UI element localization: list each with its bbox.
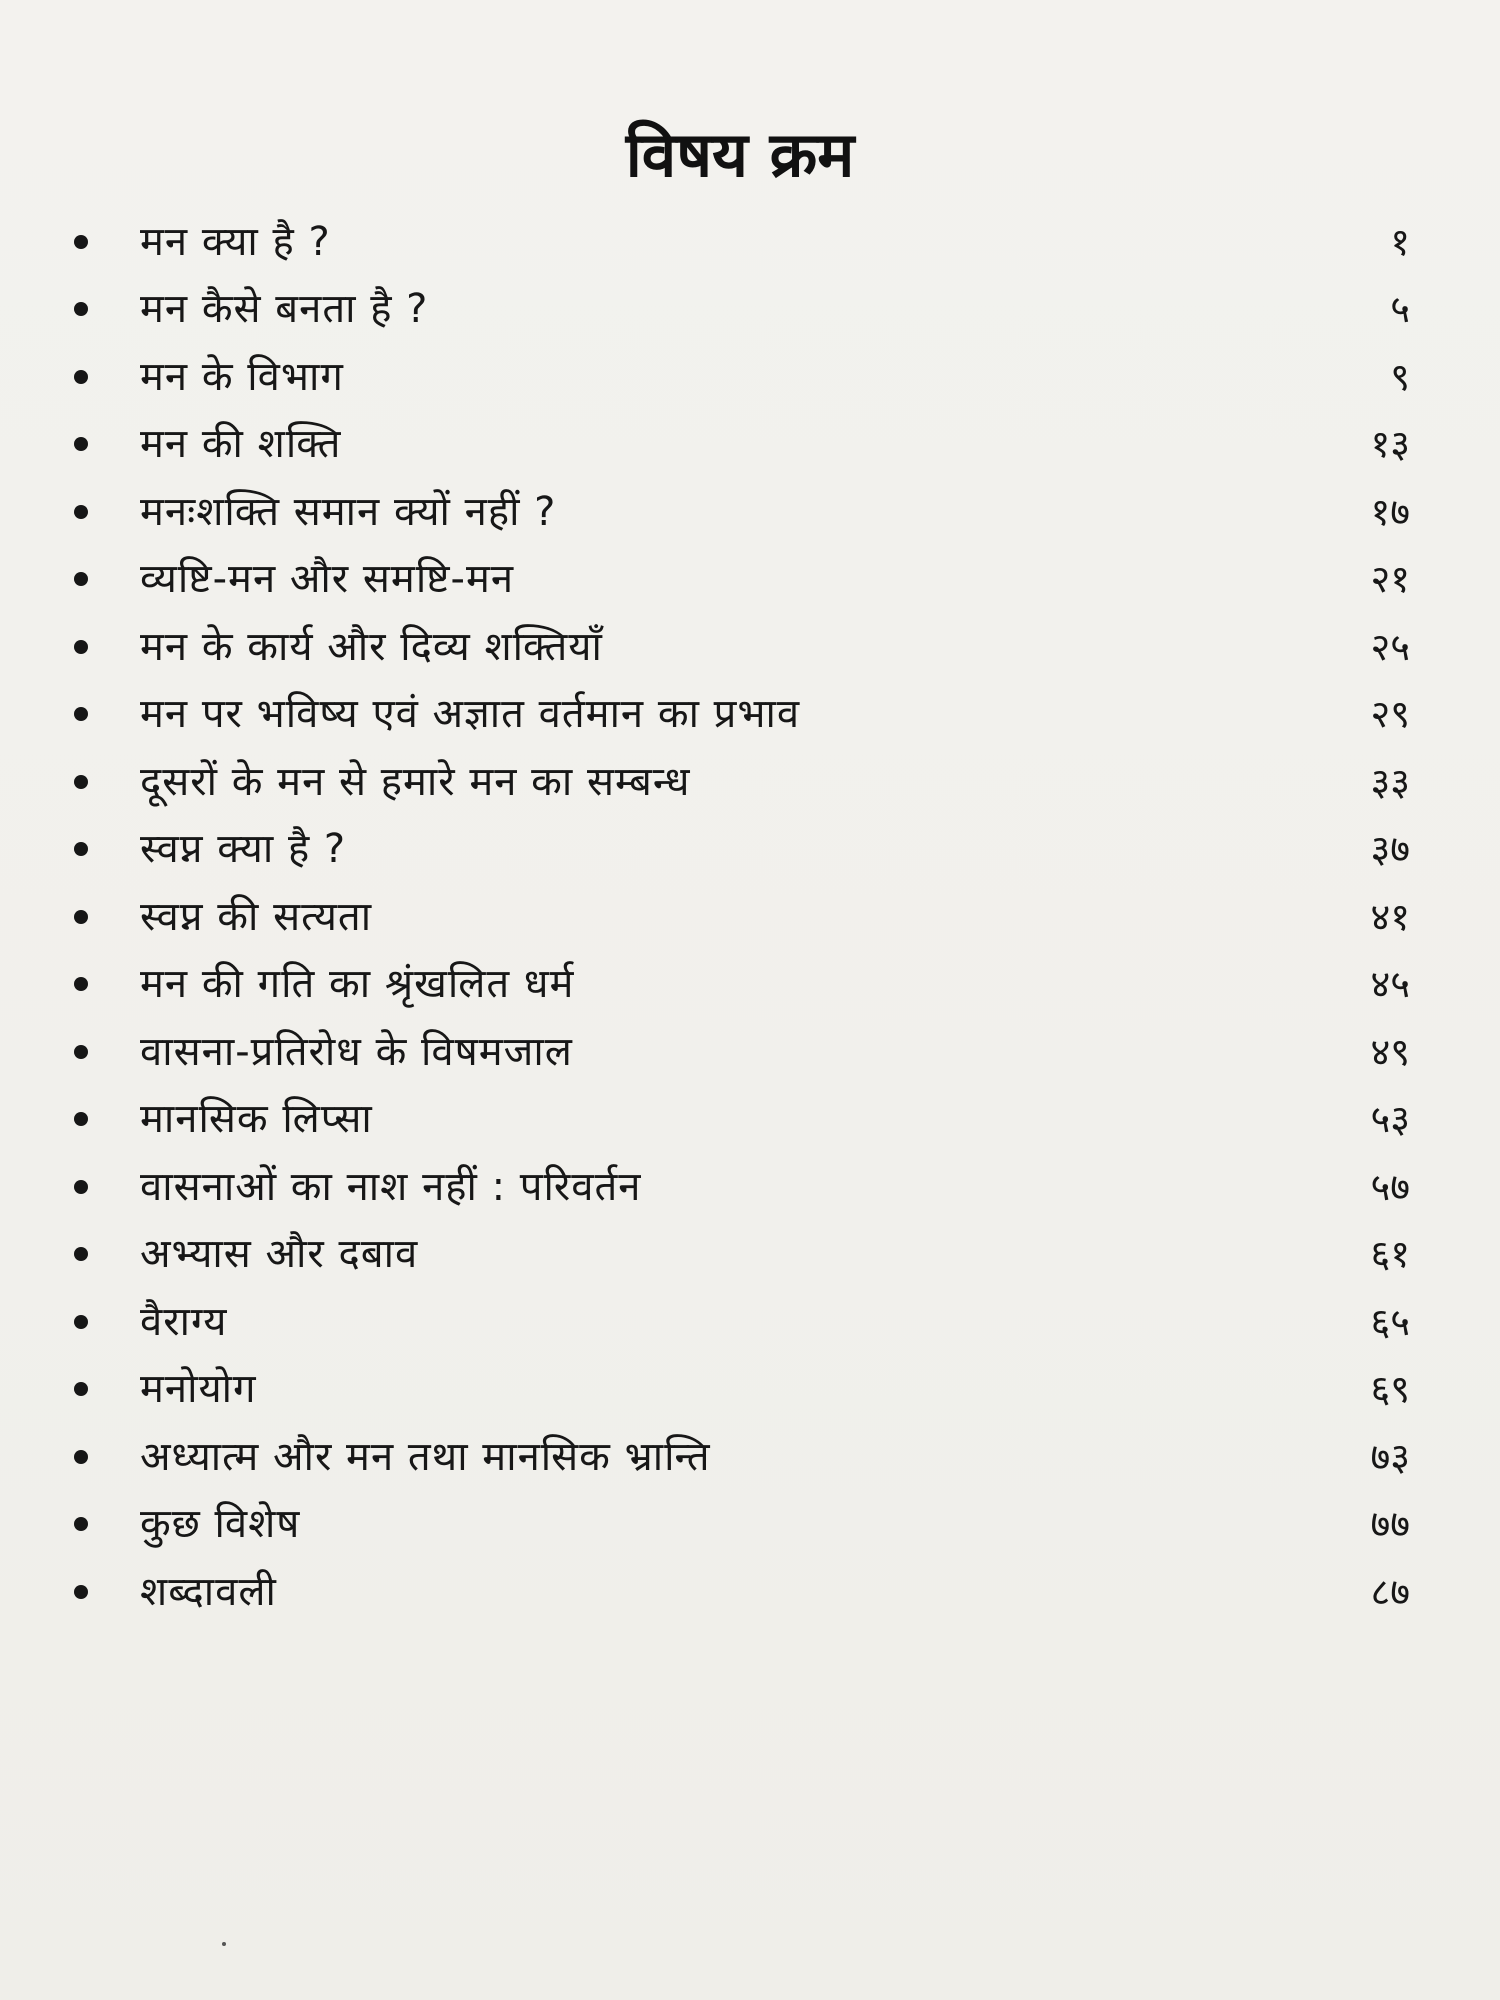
toc-entry-page: ३३ — [1370, 759, 1410, 804]
bullet-icon — [74, 1382, 88, 1396]
toc-entry[interactable] — [70, 816, 1410, 884]
toc-entry[interactable] — [70, 681, 1410, 749]
toc-entry-page: ४१ — [1370, 894, 1410, 939]
toc-entry-title: स्वप्न क्या है ? — [140, 826, 347, 873]
toc-entry-title: मन कैसे बनता है ? — [140, 286, 429, 333]
toc-entry-page: ६५ — [1370, 1299, 1410, 1344]
toc-entry-title: दूसरों के मन से हमारे मन का सम्बन्ध — [140, 758, 691, 805]
toc-entry[interactable] — [70, 883, 1410, 951]
toc-entry-page: ५ — [1390, 287, 1410, 332]
bullet-icon — [74, 707, 88, 721]
toc-entry[interactable] — [70, 1423, 1410, 1491]
bullet-icon — [74, 1517, 88, 1531]
toc-entry-title: मनोयोग — [140, 1366, 257, 1413]
toc-entry[interactable] — [70, 343, 1410, 411]
toc-entry-title: स्वप्न की सत्यता — [140, 893, 373, 940]
toc-entry-title: मन के विभाग — [140, 353, 344, 400]
toc-entry-page: ४५ — [1370, 962, 1410, 1007]
toc-entry-page: ७७ — [1370, 1502, 1410, 1547]
bullet-icon — [74, 640, 88, 654]
bullet-icon — [74, 572, 88, 586]
toc-entry-page: ९ — [1390, 354, 1410, 399]
toc-entry-title: वासना-प्रतिरोध के विषमजाल — [140, 1028, 573, 1075]
toc-entry-title: मन पर भविष्य एवं अज्ञात वर्तमान का प्रभाव — [140, 691, 801, 738]
toc-entry-page: १७ — [1370, 489, 1410, 534]
bullet-icon — [74, 302, 88, 316]
toc-entry-title: मन क्या है ? — [140, 218, 331, 265]
bullet-icon — [74, 1180, 88, 1194]
toc-entry[interactable] — [70, 1558, 1410, 1626]
toc-entry[interactable] — [70, 1491, 1410, 1559]
toc-entry-title: मनःशक्ति समान क्यों नहीं ? — [140, 488, 557, 535]
toc-entry[interactable] — [70, 478, 1410, 546]
toc-entry[interactable] — [70, 1018, 1410, 1086]
bullet-icon — [74, 235, 88, 249]
bullet-icon — [74, 1112, 88, 1126]
page-title: विषय क्रम — [625, 117, 855, 191]
bullet-icon — [74, 910, 88, 924]
toc-entry[interactable] — [70, 1153, 1410, 1221]
bullet-icon — [74, 505, 88, 519]
toc-entry-title: व्यष्टि-मन और समष्टि-मन — [140, 556, 515, 603]
toc-entry-page: ४९ — [1370, 1029, 1410, 1074]
toc-entry[interactable] — [70, 208, 1410, 276]
toc-entry[interactable] — [70, 411, 1410, 479]
bullet-icon — [74, 842, 88, 856]
table-of-contents — [70, 208, 1410, 1626]
toc-entry-title: मानसिक लिप्सा — [140, 1096, 373, 1143]
toc-entry-title: शब्दावली — [140, 1568, 277, 1615]
toc-entry-title: मन की गति का श्रृंखलित धर्म — [140, 961, 575, 1008]
toc-entry-page: १३ — [1370, 422, 1410, 467]
toc-entry-page: २९ — [1370, 692, 1410, 737]
toc-entry-page: २५ — [1370, 624, 1410, 669]
bullet-icon — [74, 1315, 88, 1329]
toc-entry-title: वैराग्य — [140, 1298, 228, 1345]
toc-entry-page: ३७ — [1370, 827, 1410, 872]
toc-entry[interactable] — [70, 1288, 1410, 1356]
toc-entry[interactable] — [70, 1356, 1410, 1424]
bullet-icon — [74, 437, 88, 451]
bullet-icon — [74, 370, 88, 384]
toc-entry-page: ५३ — [1370, 1097, 1410, 1142]
toc-entry-page: २१ — [1370, 557, 1410, 602]
toc-entry-page: ७३ — [1370, 1434, 1410, 1479]
toc-entry-title: वासनाओं का नाश नहीं : परिवर्तन — [140, 1163, 642, 1210]
toc-entry-page: ६१ — [1370, 1232, 1410, 1277]
bullet-icon — [74, 977, 88, 991]
bullet-icon — [74, 775, 88, 789]
toc-entry[interactable] — [70, 1221, 1410, 1289]
toc-entry-page: ६९ — [1370, 1367, 1410, 1412]
bullet-icon — [74, 1247, 88, 1261]
toc-entry[interactable] — [70, 1086, 1410, 1154]
toc-entry-page: ५७ — [1370, 1164, 1410, 1209]
toc-entry[interactable] — [70, 613, 1410, 681]
toc-entry-page: ८७ — [1370, 1569, 1410, 1614]
toc-entry[interactable] — [70, 951, 1410, 1019]
toc-entry[interactable] — [70, 546, 1410, 614]
toc-entry-page: १ — [1390, 219, 1410, 264]
paper-speck — [222, 1942, 226, 1946]
bullet-icon — [74, 1045, 88, 1059]
toc-entry-title: कुछ विशेष — [140, 1501, 301, 1548]
bullet-icon — [74, 1585, 88, 1599]
toc-entry-title: अध्यात्म और मन तथा मानसिक भ्रान्ति — [140, 1433, 711, 1480]
bullet-icon — [74, 1450, 88, 1464]
toc-entry-title: मन की शक्ति — [140, 421, 342, 468]
toc-entry-title: मन के कार्य और दिव्य शक्तियाँ — [140, 623, 603, 670]
toc-entry-title: अभ्यास और दबाव — [140, 1231, 419, 1278]
toc-entry[interactable] — [70, 276, 1410, 344]
toc-entry[interactable] — [70, 748, 1410, 816]
